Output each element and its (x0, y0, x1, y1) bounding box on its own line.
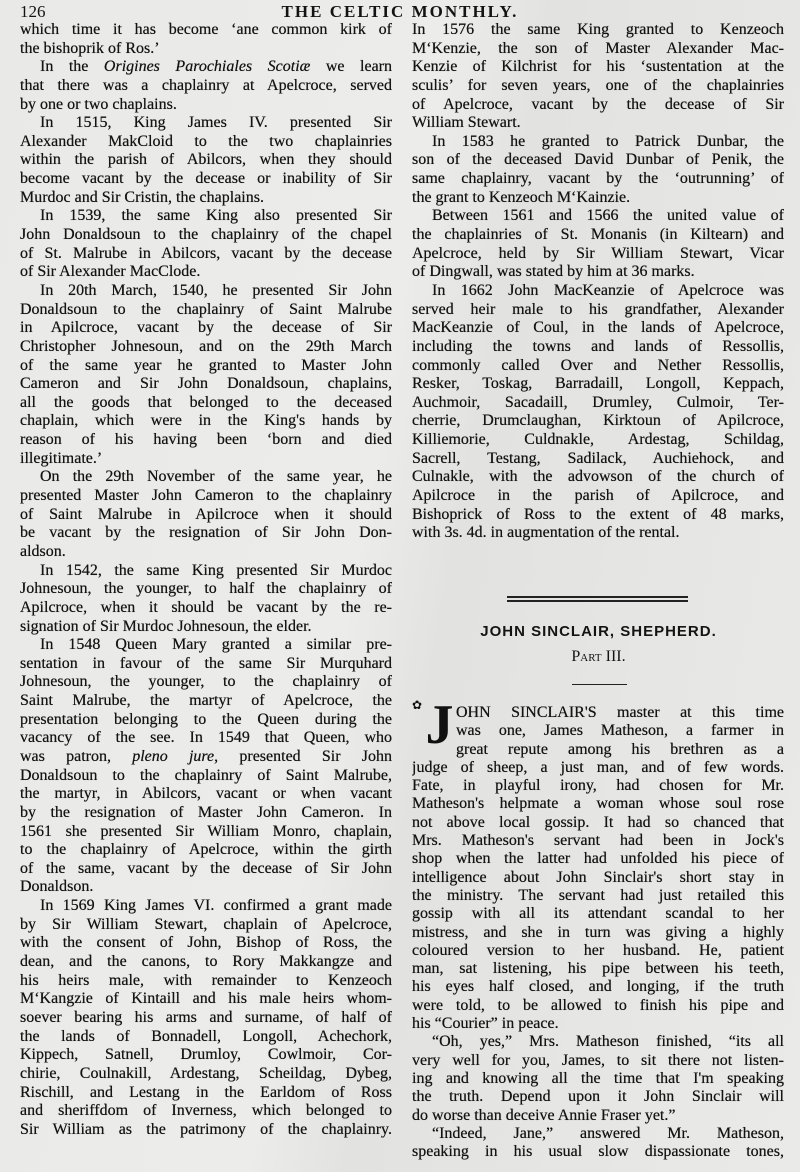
text-line: Kenzie of Kilchrist for his ‘sustentation at the (412, 58, 784, 76)
text-line (20, 58, 392, 77)
text-line: Johnesoun, the younger, to the chaplainry of (20, 673, 392, 691)
text-line: Donaldsoun to the chaplainry of Saint Malrube (20, 300, 392, 318)
text-line: intelligence about John Sinclair's short stay in (412, 868, 784, 886)
text-line: gossip with all its attendant scandal to her (412, 905, 784, 923)
text-line: of St. Malrube in Abilcors, vacant by the decease (20, 244, 392, 262)
text-line: In 1515, King James IV. presented Sir (40, 114, 392, 132)
paragraph (20, 58, 392, 114)
text-line: OHN SINCLAIR'S master at this time (456, 704, 784, 721)
text-line: “Indeed, Jane,” answered Mr. Matheson, (432, 1124, 784, 1142)
text-line: Cameron and Sir John Donaldsoun, chaplains, (20, 375, 392, 393)
text-line: Alexander MakCloid to the two chaplainries (20, 132, 392, 150)
text-line: In 1569 King James VI. confirmed a grant made (40, 897, 392, 915)
text-line: Apelcroce, held by Sir William Stewart, Vicar (412, 244, 784, 262)
text-line: sentation in favour of the same Sir Murquhard (20, 654, 392, 672)
text-line: vacancy of the see. In 1549 that Queen, who (20, 729, 392, 747)
text-line: Auchmoir, Sacadaill, Drumley, Culmoir, Ter- (412, 393, 784, 411)
paragraph (20, 114, 392, 207)
text-line: by the resignation of Master John Cameron. In (20, 803, 392, 821)
text-line: and sheriffdom of Inverness, which belonged to (20, 1102, 392, 1120)
text-line: William Stewart. (412, 114, 521, 132)
text-line: “Oh, yes,” Mrs. Matheson finished, “its all (432, 1033, 784, 1051)
text-line: man, sat listening, his pipe between his teeth, (412, 960, 784, 978)
text-line: were told, to be allowed to finish his pipe and (412, 996, 784, 1014)
text-line: that there was a chaplainry at Apelcroce, served (20, 76, 392, 94)
paragraph (20, 468, 392, 561)
text-line: Murdoc and Sir Cristin, the chaplains. (20, 188, 264, 206)
text-line: Matheson's helpmate a woman whose soul rose (412, 795, 784, 813)
text-line: In 1583 he granted to Patrick Dunbar, the (432, 132, 784, 150)
text-line: his “Courier” in peace. (412, 1015, 559, 1033)
text-line (20, 748, 392, 767)
text-line: judge of sheep, a just man, and of few words. (412, 758, 784, 776)
paragraph (20, 21, 392, 58)
text-line: in Apilcroce, vacant by the decease of Sir (20, 319, 392, 337)
paragraph (412, 704, 784, 1033)
text-line: Bishoprick of Ross to the extent of 48 marks, (412, 505, 784, 523)
text-line: 1561 she presented Sir William Monro, chaplain, (20, 822, 392, 840)
text-line: become vacant by the decease or inability of Sir (20, 170, 392, 188)
text-segment: we learn (310, 58, 392, 76)
paragraph (20, 207, 392, 282)
text-line: great repute among his brethren as a (456, 740, 784, 758)
text-line: M‘Kenzie, the son of Master Alexander Mac- (412, 39, 784, 57)
text-line: be vacant by the resignation of Sir John Don- (20, 524, 392, 542)
text-line: the ministry. The servant had just retailed this (412, 886, 784, 904)
paragraph (412, 1033, 784, 1124)
text-line: signation of Sir Murdoc Johnesoun, the elder. (20, 617, 312, 635)
story-body (412, 704, 784, 1161)
text-line: with the consent of John, Bishop of Ross, the (20, 934, 392, 952)
text-line: do worse than deceive Annie Fraser yet.” (412, 1106, 676, 1124)
text-line: soever bearing his arms and surname, of half of (20, 1008, 392, 1026)
paragraph (412, 207, 784, 282)
text-line: the lands of Bonnadell, Longoll, Achechork, (20, 1027, 392, 1045)
flower-ornament-icon: ✿ (412, 698, 423, 712)
paragraph (412, 133, 784, 208)
text-line: Saint Malrube, the martyr of Apelcroce, the (20, 692, 392, 710)
title-rule (572, 684, 627, 685)
text-line: MacKeanzie of Coul, in the lands of Apelcroce, (412, 319, 784, 337)
text-line: the bishoprik of Ros.’ (20, 39, 160, 57)
text-line: by Sir William Stewart, chaplain of Apelcroce, (20, 915, 392, 933)
text-line: In 1662 John MacKeanzie of Apelcroce was (432, 281, 784, 299)
page-number: 126 (20, 2, 46, 21)
right-column (412, 21, 784, 543)
text-line: the martyr, in Abilcors, vacant or when vacant (20, 785, 392, 803)
text-line: John Donaldsoun to the chaplainry of the chapel (20, 226, 392, 244)
section-divider (507, 596, 688, 602)
text-line: chaplain, which were in the King's hands by (20, 412, 392, 430)
text-line: by one or two chaplains. (20, 95, 177, 113)
story-part: Part III. (571, 648, 626, 665)
italic-text: pleno jure (132, 747, 215, 765)
text-segment: , presented Sir John (214, 747, 392, 765)
drop-cap-letter: J (425, 694, 454, 756)
text-line: of Dingwall, was stated by him at 36 marks. (412, 263, 695, 281)
text-line: his eyes half closed, and longing, if the truth (412, 978, 784, 996)
text-line: Apilcroce in the parish of Apilcroce, and (412, 487, 784, 505)
text-line: all the goods that belonged to the deceased (20, 393, 392, 411)
text-line: aldson. (20, 542, 66, 560)
paragraph (20, 282, 392, 468)
text-line: In 1576 the same King granted to Kenzeoch (412, 21, 784, 38)
text-line: ing and knowing all the time that I'm speaking (412, 1069, 784, 1087)
text-line: Apilcroce, when it should be vacant by the re- (20, 598, 392, 616)
text-line: reason of his having been ‘born and died (20, 431, 392, 449)
text-line: sculis’ for seven years, one of the chaplainries (412, 76, 784, 94)
text-segment: was patron, (20, 747, 133, 765)
story-title: JOHN SINCLAIR, SHEPHERD. (480, 623, 717, 640)
text-line: Sir William as the patrimony of the chaplainry. (20, 1120, 392, 1138)
text-line: In 1548 Queen Mary granted a similar pre- (40, 636, 392, 654)
text-line: Fate, in playful irony, had chosen for Mr. (412, 777, 784, 795)
paragraph (412, 1125, 784, 1162)
paragraph (20, 636, 392, 897)
text-line: not above local gossip. It had so chanced that (412, 813, 784, 831)
paragraph (412, 21, 784, 133)
text-line: On the 29th November of the same year, he (40, 468, 392, 486)
text-line: speaking in his usual slow dispassionate tones, (412, 1143, 784, 1161)
text-line: of the same, vacant by the decease of Sir John (20, 859, 392, 877)
text-line: Christopher Johnesoun, and on the 29th March (20, 337, 392, 355)
text-line: of Apelcroce, vacant by the decease of Sir (412, 95, 784, 113)
text-line: chirie, Coulnakill, Ardestang, Scheildag, Dybeg, (20, 1064, 392, 1082)
text-line: was one, James Matheson, a farmer in (456, 722, 784, 740)
text-line: Resker, Toskag, Barradaill, Longoll, Keppach, (412, 375, 784, 393)
text-line: Kippech, Satnell, Drumloy, Cowlmoir, Cor- (20, 1046, 392, 1064)
text-line: In 20th March, 1540, he presented Sir John (40, 281, 392, 299)
text-segment: In the (40, 58, 104, 76)
text-line: Donaldsoun to the chaplainry of Saint Malrube, (20, 766, 392, 784)
text-line: presented Master John Cameron to the chaplainry (20, 487, 392, 505)
text-line: M‘Kangzie of Kintaill and his male heirs whom- (20, 990, 392, 1008)
text-line: Sacrell, Testang, Sadilack, Auchiehock, and (412, 449, 784, 467)
text-line: the truth. Depend upon it John Sinclair will (412, 1088, 784, 1106)
text-line: the chaplainries of St. Monanis (in Kiltearn) and (412, 226, 784, 244)
italic-text: Origines Parochiales Scotiæ (103, 58, 311, 76)
text-line: son of the deceased David Dunbar of Penik, the (412, 151, 784, 169)
paragraph (412, 282, 784, 543)
text-line: Between 1561 and 1566 the united value of (432, 207, 784, 225)
text-line: same chaplainry, vacant by the ‘outrunning’ of (412, 170, 784, 188)
text-line: dean, and the canons, to Rory Makkangze and (20, 953, 392, 971)
text-line: of the same year he granted to Master John (20, 356, 392, 374)
text-line: shop when the latter had unfolded his piece of (412, 850, 784, 868)
text-line: Donaldson. (20, 878, 94, 896)
text-line: Mrs. Matheson's servant had been in Jock's (412, 832, 784, 850)
text-line: his heirs male, with remainder to Kenzeoch (20, 971, 392, 989)
text-line: illegitimate.’ (20, 449, 103, 467)
paragraph (20, 562, 392, 637)
left-column (20, 21, 392, 1139)
text-line: including the towns and lands of Ressollis, (412, 337, 784, 355)
text-line: In 1542, the same King presented Sir Murdoc (40, 561, 392, 579)
text-line: commonly called Over and Nether Ressollis, (412, 356, 784, 374)
text-line: Killiemorie, Culdnakle, Ardestag, Schildag, (412, 431, 784, 449)
text-line: within the parish of Abilcors, when they should (20, 151, 392, 169)
text-line: with 3s. 4d. in augmentation of the rental. (412, 524, 680, 542)
text-line: Culnakle, with the advowson of the church of (412, 468, 784, 486)
text-line: mistress, and she in turn was giving a highly (412, 923, 784, 941)
text-line: of Saint Malrube in Apilcroce when it should (20, 505, 392, 523)
text-line: to the chaplainry of Apelcroce, within the girth (20, 841, 392, 859)
text-line: In 1539, the same King also presented Sir (40, 207, 392, 225)
text-line: presentation belonging to the Queen during the (20, 710, 392, 728)
text-line: served heir male to his grandfather, Alexander (412, 300, 784, 318)
text-line: Rischill, and Lestang in the Earldom of Ross (20, 1083, 392, 1101)
text-line: which time it has become ‘ane common kirk of (20, 21, 392, 38)
text-line: very well for you, James, to sit there not listen- (412, 1051, 784, 1069)
running-title: THE CELTIC MONTHLY. (281, 2, 519, 21)
text-line: of Sir Alexander MacClode. (20, 263, 201, 281)
text-line: coloured version to her husband. He, patient (412, 941, 784, 959)
text-line: cherrie, Drumclaughan, Kirktoun of Apilcroce, (412, 412, 784, 430)
text-line: Johnesoun, the younger, to half the chaplainry of (20, 580, 392, 598)
text-line: the grant to Kenzeoch M‘Kainzie. (412, 188, 631, 206)
paragraph (20, 897, 392, 1139)
